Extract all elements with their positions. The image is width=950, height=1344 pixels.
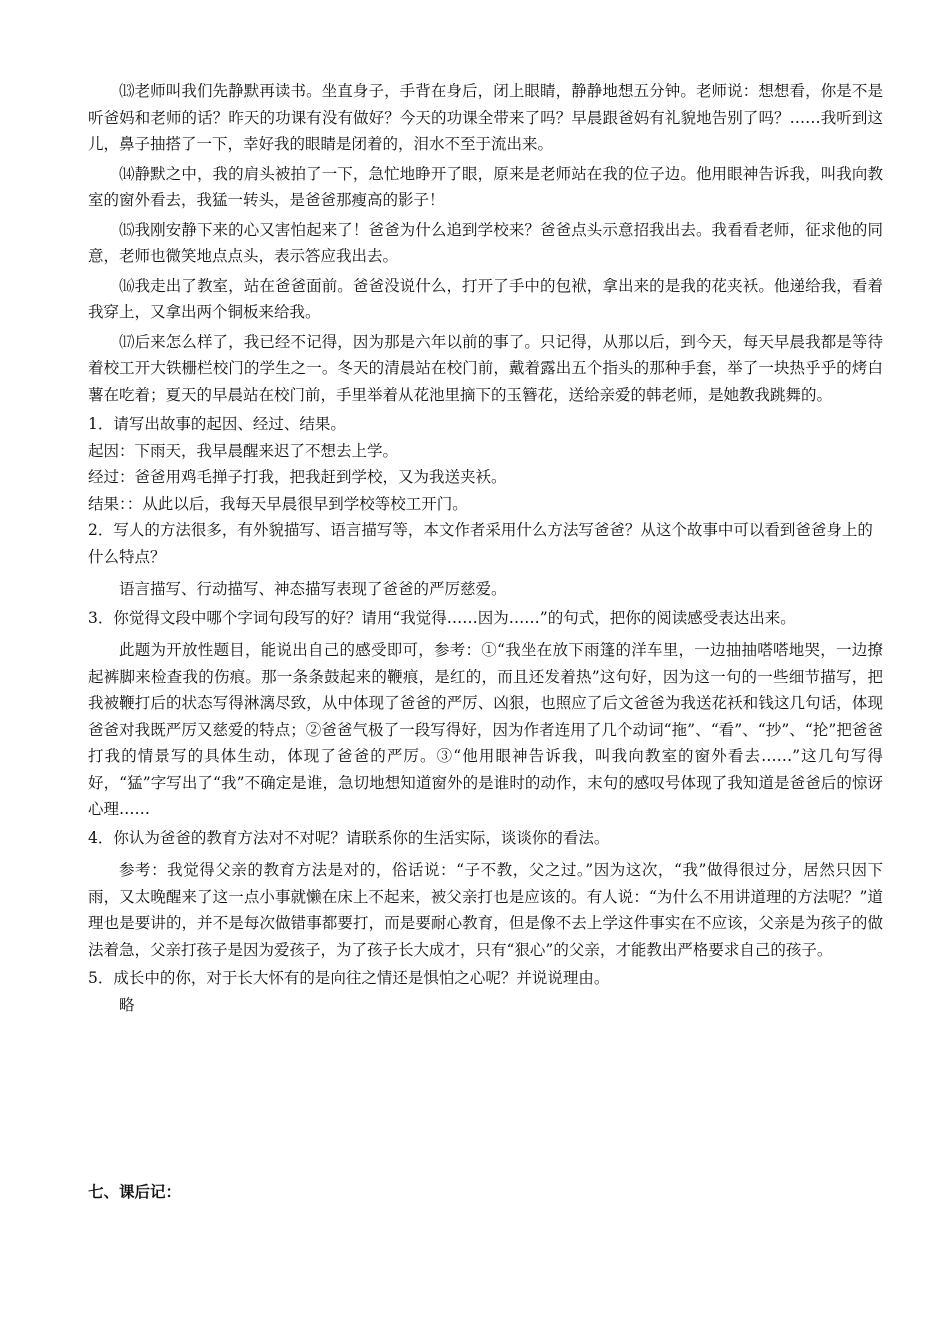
answer-2: 语言描写、行动描写、神态描写表现了爸爸的严厉慈爱。	[119, 580, 507, 598]
paragraph-16: ⒃我走出了教室，站在爸爸面前。爸爸没说什么，打开了手中的包袱，拿出来的是我的花夹袄。他递给我，看着我穿上，又拿出两个铜板来给我。	[88, 276, 883, 321]
answer-1-result: 结果：：从此以后，我每天早晨很早到学校等校工开门。	[88, 494, 468, 513]
document-body	[88, 78, 883, 1018]
answer-1-cause: 起因：下雨天，我早晨醒来迟了不想去上学。	[88, 441, 399, 460]
answer-1-process: 经过：爸爸用鸡毛掸子打我，把我赶到学校，又为我送夹袄。	[88, 468, 507, 486]
paragraph-17: ⒄后来怎么样了，我已经不记得，因为那是六年以前的事了。只记得，从那以后，到今天，每天早晨我都是等待着校工开大铁栅栏校门的学生之一。冬天的清晨站在校门前，戴着露出五个指头的那种手套，举了一块热乎乎的烤白薯在吃着；夏天的早晨站在校门前，手里举着从花池里摘下的玉簪花，送给亲爱的韩老师，是她教我跳舞的。	[88, 332, 883, 404]
section-heading: 七、课后记：	[88, 1183, 182, 1201]
paragraph-15: ⒂我刚安静下来的心又害怕起来了！爸爸为什么追到学校来？爸爸点头示意招我出去。我看看老师，征求他的同意，老师也微笑地点点头，表示答应我出去。	[88, 220, 883, 265]
answer-3: 此题为开放性题目，能说出自己的感受即可，参考：①“我坐在放下雨篷的洋车里，一边抽抽嗒嗒地哭，一边撩起裤脚来检查我的伤痕。那一条条鼓起来的鞭痕，是红的，而且还发着热”这句好，因为这一句的一些细节描写，把我被鞭打后的状态写得淋漓尽致，从中体现了爸爸的严厉、凶狠，也照应了后文爸爸为我送花袄和钱这几句话，体现爸爸对我既严厉又慈爱的特点；②爸爸气极了一段写得好，因为作者连用了几个动词“拖”、“看”、“抄”、“抡”把爸爸打我的情景写的具体生动，体现了爸爸的严厉。③“他用眼神告诉我，叫我向教室的窗外看去……”这几句写得好，“猛”字写出了“我”不确定是谁，急切地想知道窗外的是谁时的动作，末句的感叹号体现了我知道是爸爸后的惊讶心理……	[88, 641, 883, 818]
paragraph-14: ⒁静默之中，我的肩头被拍了一下，急忙地睁开了眼，原来是老师站在我的位子边。他用眼神告诉我，叫我向教室的窗外看去，我猛一转头，是爸爸那瘦高的影子！	[88, 164, 883, 209]
question-3: 3．你觉得文段中哪个字词句段写的好？请用“我觉得……因为……”的句式，把你的阅读感受表达出来。	[88, 608, 796, 627]
question-5: 5．成长中的你，对于长大怀有的是向往之情还是惧怕之心呢？并说说理由。	[88, 969, 610, 987]
question-1: 1．请写出故事的起因、经过、结果。	[88, 415, 346, 433]
answer-5: 略	[119, 995, 135, 1014]
question-4: 4．你认为爸爸的教育方法对不对呢？请联系你的生活实际，谈谈你的看法。	[88, 828, 610, 847]
answer-4: 参考：我觉得父亲的教育方法是对的，俗话说：“子不教，父之过。”因为这次，“我”做得很过分，居然只因下雨，又太晚醒来了这一点小事就懒在床上不起来，被父亲打也是应该的。有人说：“为什么不用讲道理的方法呢？”道理也是要讲的，并不是每次做错事都要打，而是要耐心教育，但是像不去上学这件事实在不应该，父亲是为孩子的做法着急，父亲打孩子是因为爱孩子，为了孩子长大成才，只有“狠心”的父亲，才能教出严格要求自己的孩子。	[88, 861, 883, 959]
question-2: 2．写人的方法很多，有外貌描写、语言描写等，本文作者采用什么方法写爸爸？从这个故事中可以看到爸爸身上的什么特点？	[88, 521, 873, 566]
paragraph-13: ⒀老师叫我们先静默再读书。坐直身子，手背在身后，闭上眼睛，静静地想五分钟。老师说：想想看，你是不是听爸妈和老师的话？昨天的功课有没有做好？今天的功课全带来了吗？早晨跟爸妈有礼貌地告别了吗？……我听到这儿，鼻子抽搭了一下，幸好我的眼睛是闭着的，泪水不至于流出来。	[88, 82, 883, 153]
